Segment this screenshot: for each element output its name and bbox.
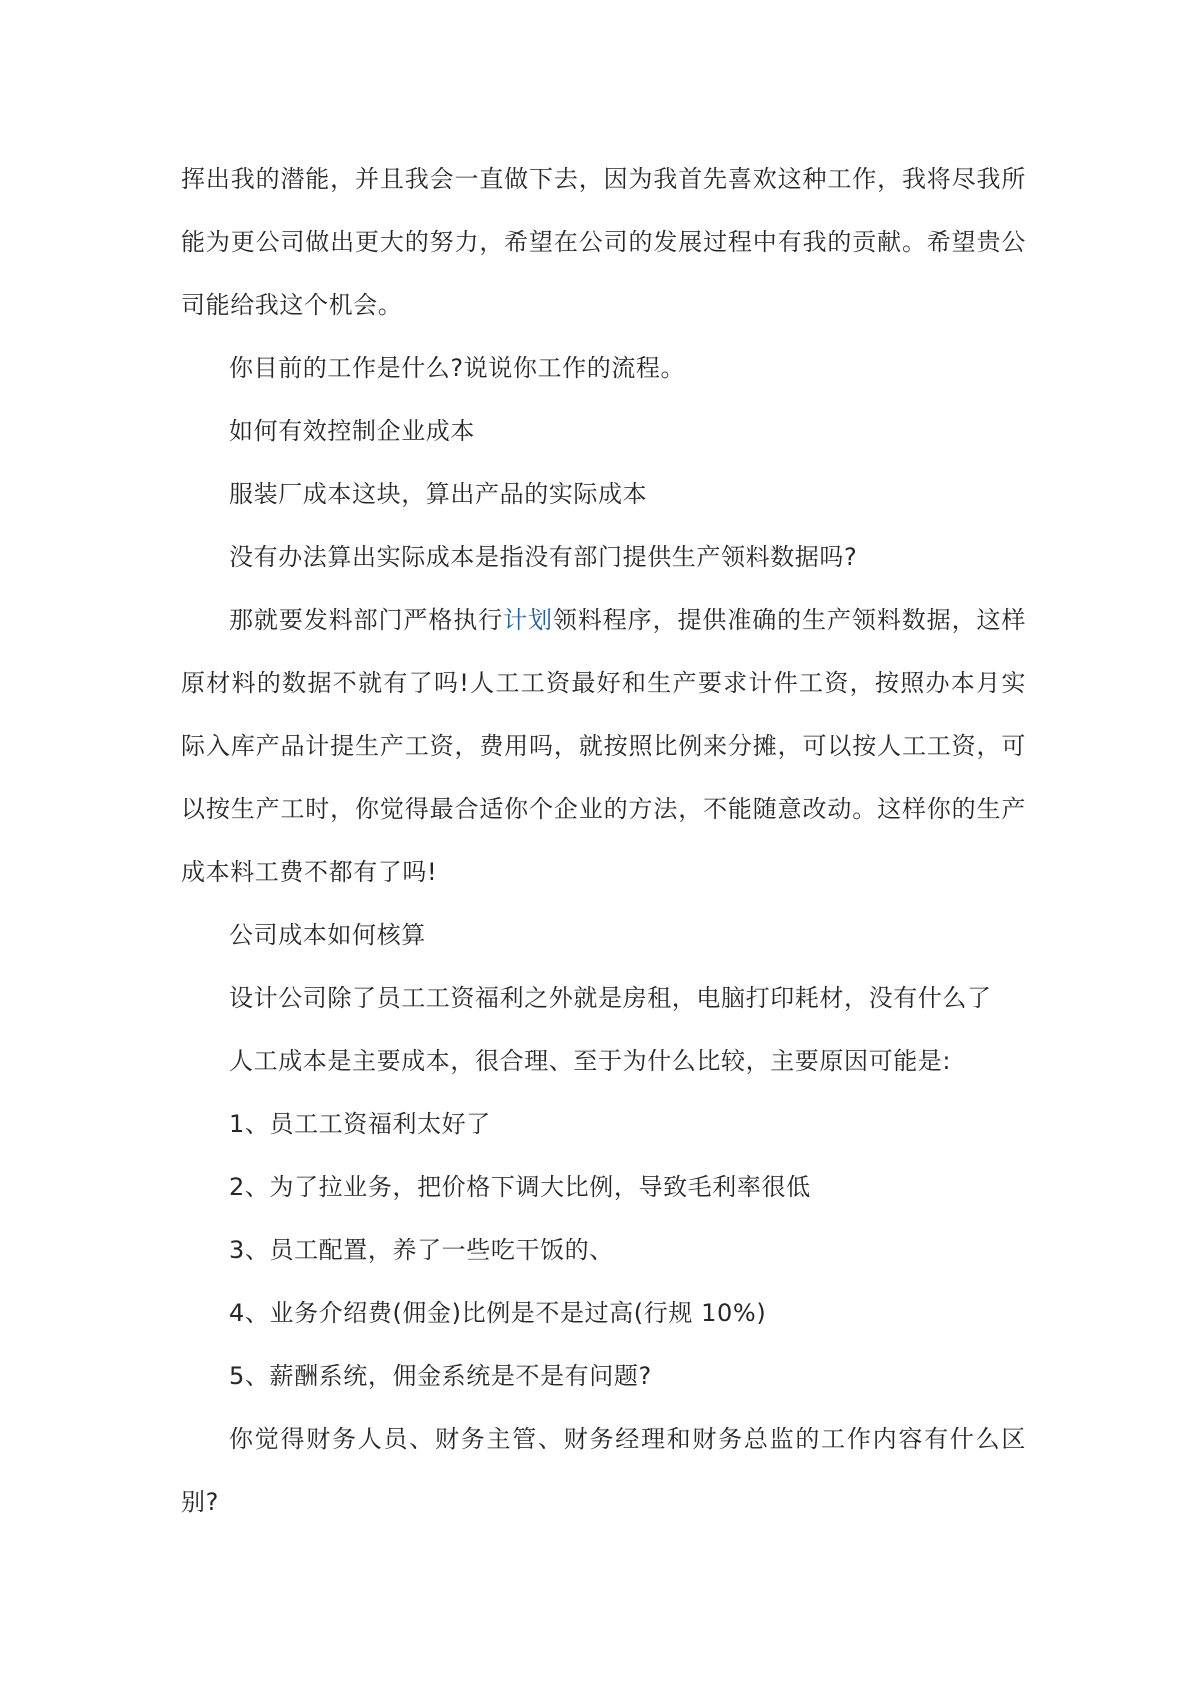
paragraph-design-company-costs: 设计公司除了员工工资福利之外就是房租，电脑打印耗材，没有什么了	[229, 984, 992, 1012]
paragraph-question-finance-roles: 你觉得财务人员、财务主管、财务经理和财务总监的工作内容有什么区别?	[181, 1425, 1026, 1516]
plan-link[interactable]: 计划	[503, 606, 553, 634]
paragraph-answer-material-data	[181, 589, 1026, 904]
list-item-5: 5、薪酬系统，佣金系统是不是有问题?	[229, 1362, 652, 1390]
answer-text-before: 那就要发料部门严格执行	[229, 606, 504, 634]
list-item-4: 4、业务介绍费(佣金)比例是不是过高(行规 10%)	[229, 1299, 767, 1327]
document-page	[181, 148, 1026, 1534]
paragraph-question-current-job: 你目前的工作是什么?说说你工作的流程。	[229, 354, 686, 382]
paragraph-continuation: 挥出我的潜能，并且我会一直做下去，因为我首先喜欢这种工作，我将尽我所能为更公司做出更大的努力，希望在公司的发展过程中有我的贡献。希望贵公司能给我这个机会。	[181, 165, 1026, 319]
paragraph-labor-cost-reasons: 人工成本是主要成本，很合理、至于为什么比较，主要原因可能是:	[229, 1047, 952, 1075]
list-item-2: 2、为了拉业务，把价格下调大比例，导致毛利率很低	[229, 1173, 811, 1201]
list-item-1: 1、员工工资福利太好了	[229, 1110, 491, 1138]
paragraph-question-actual-cost: 没有办法算出实际成本是指没有部门提供生产领料数据吗?	[229, 543, 858, 571]
paragraph-heading-cost-control: 如何有效控制企业成本	[229, 417, 475, 445]
list-item-3: 3、员工配置，养了一些吃干饭的、	[229, 1236, 614, 1264]
answer-text-after: 领料程序，提供准确的生产领料数据，这样原材料的数据不就有了吗!人工工资最好和生产要求计件工资，按照办本月实际入库产品计提生产工资，费用吗，就按照比例来分摊，可以按人工工资，可以按生产工时，你觉得最合适你个企业的方法，不能随意改动。这样你的生产成本料工费不都有了吗!	[181, 606, 1026, 886]
paragraph-garment-factory-cost: 服装厂成本这块，算出产品的实际成本	[229, 480, 648, 508]
paragraph-heading-cost-accounting: 公司成本如何核算	[229, 921, 426, 949]
